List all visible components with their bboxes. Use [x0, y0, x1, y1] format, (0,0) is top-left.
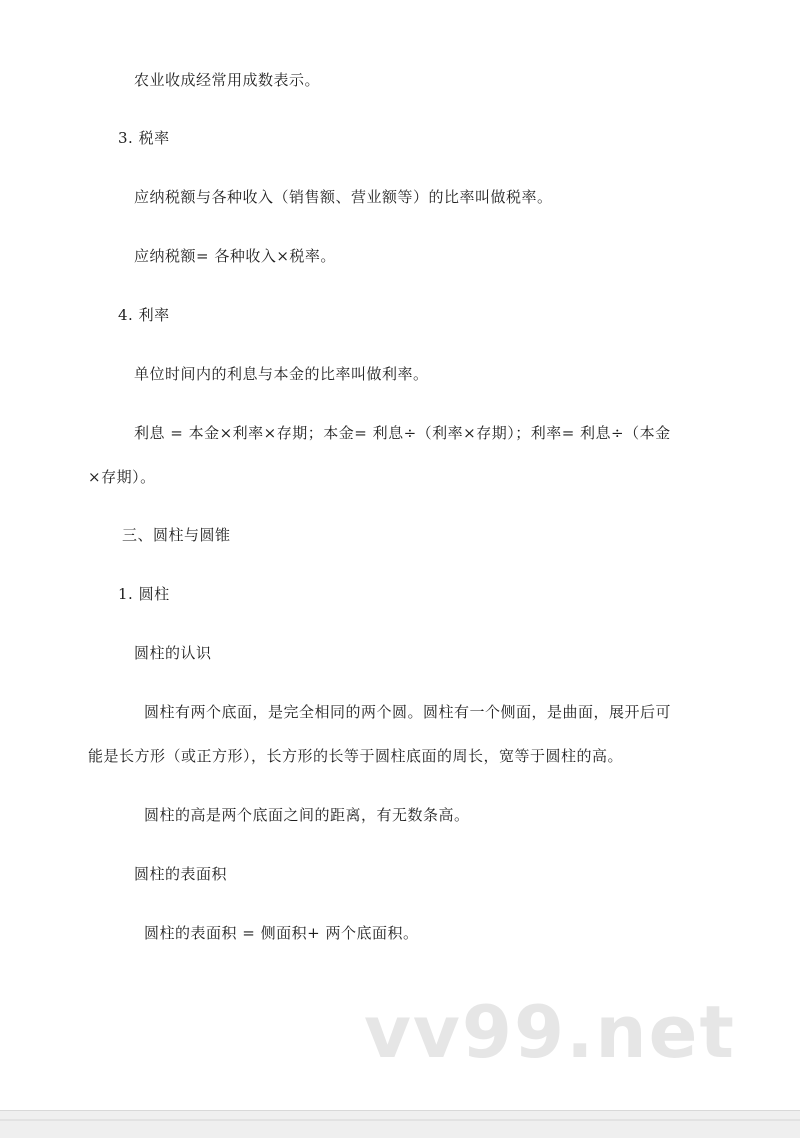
- chapter-heading: 三、圆柱与圆锥: [122, 526, 231, 544]
- subheading-surface-area: 圆柱的表面积: [134, 865, 228, 883]
- formula-line: 应纳税额= 各种收入×税率。: [134, 247, 336, 265]
- text-line: 圆柱有两个底面，是完全相同的两个圆。圆柱有一个侧面，是曲面，展开后可: [144, 703, 672, 721]
- text-line: 圆柱的高是两个底面之间的距离，有无数条高。: [144, 806, 470, 824]
- text-line-continued: 能是长方形（或正方形），长方形的长等于圆柱底面的周长，宽等于圆柱的高。: [88, 747, 624, 765]
- section-heading-tax-rate: 3. 税率: [118, 129, 170, 147]
- formula-line-continued: ×存期）。: [88, 468, 156, 486]
- edge-stripe: [0, 1119, 800, 1121]
- text-line: 单位时间内的利息与本金的比率叫做利率。: [134, 365, 429, 383]
- watermark: vv99.net: [364, 990, 736, 1074]
- formula-line: 利息 = 本金×利率×存期；本金= 利息÷（利率×存期）；利率= 利息÷（本金: [134, 424, 671, 442]
- section-heading-interest-rate: 4. 利率: [118, 306, 170, 324]
- formula-line: 圆柱的表面积 = 侧面积+ 两个底面积。: [144, 924, 419, 942]
- subheading-cylinder-intro: 圆柱的认识: [134, 644, 212, 662]
- text-line: 应纳税额与各种收入（销售额、营业额等）的比率叫做税率。: [134, 188, 553, 206]
- text-line: 农业收成经常用成数表示。: [134, 71, 321, 89]
- page-bottom-edge: [0, 1110, 800, 1138]
- section-heading-cylinder: 1. 圆柱: [118, 585, 170, 603]
